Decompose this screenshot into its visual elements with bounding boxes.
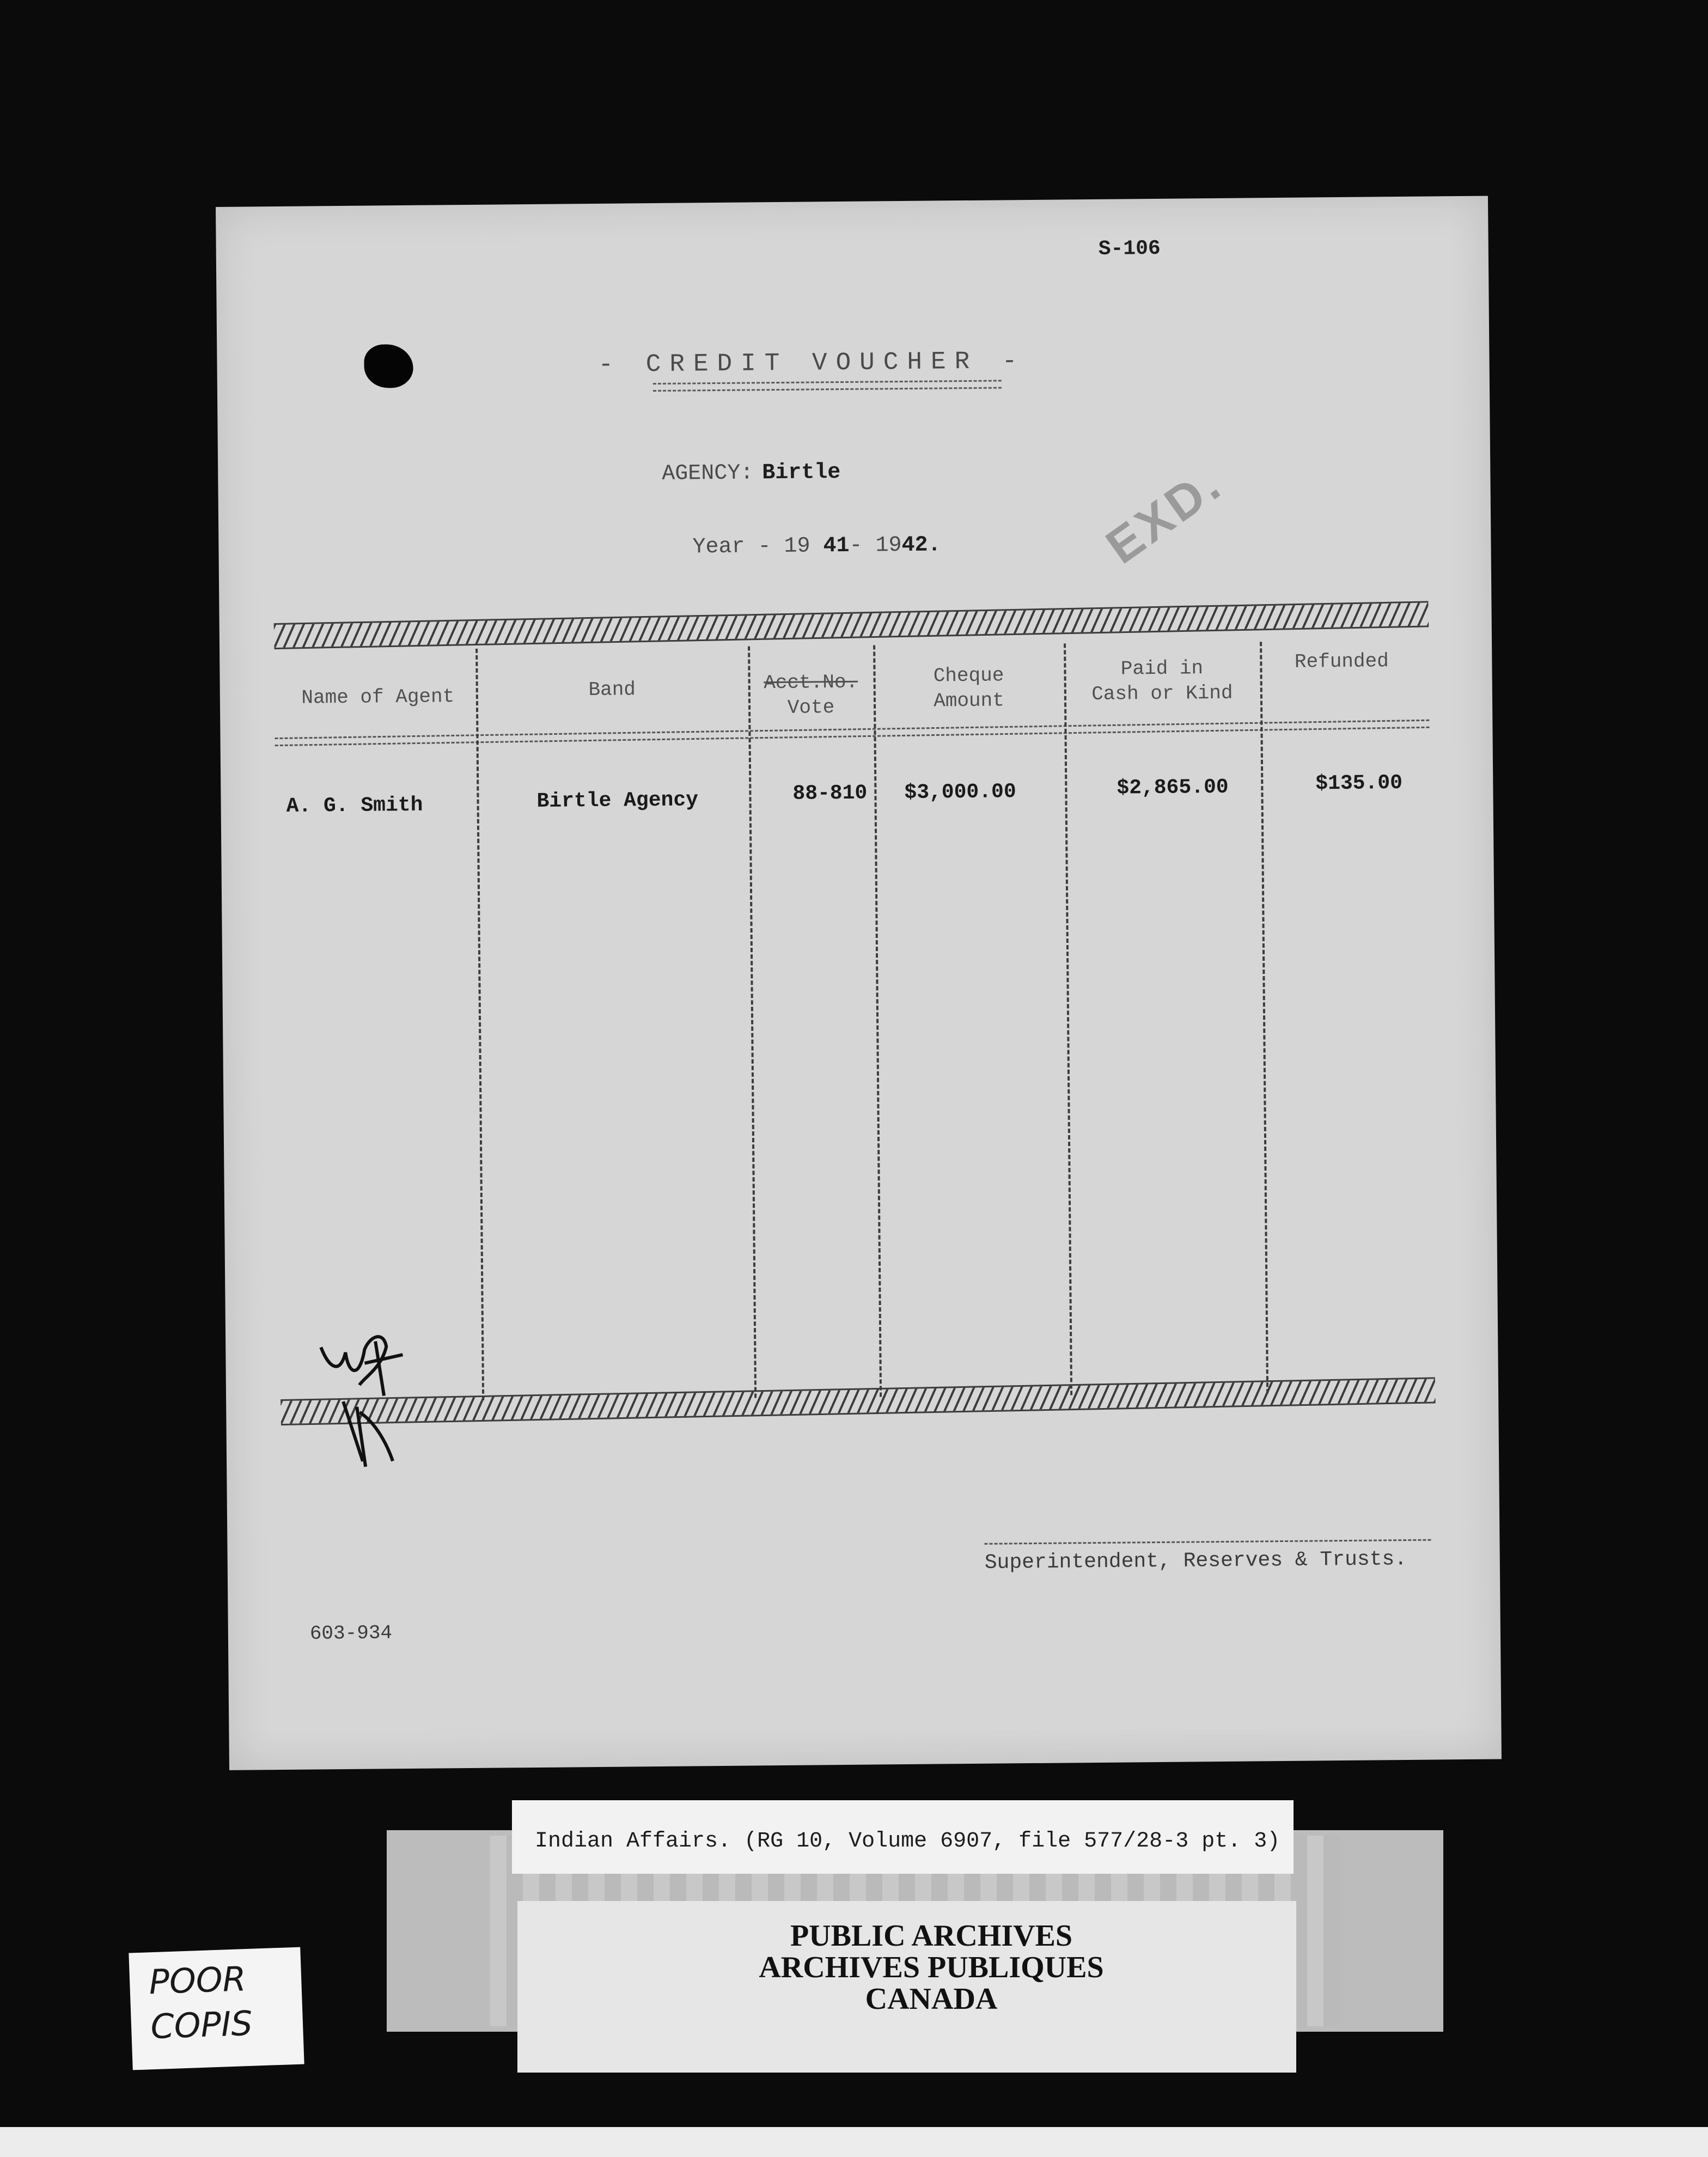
column-divider — [748, 646, 757, 1398]
header-paid-line2: Cash or Kind — [1091, 681, 1233, 705]
column-divider — [873, 645, 882, 1397]
cell-refunded: $135.00 — [1315, 771, 1403, 796]
note-line-1: POOR — [148, 1959, 247, 2002]
year-to: 42. — [901, 533, 941, 558]
year-line — [692, 533, 941, 559]
signature-title: Superintendent, Reserves & Trusts. — [984, 1547, 1407, 1575]
title-underline — [653, 380, 1002, 392]
table-top-border — [274, 601, 1429, 649]
exd-stamp: EXD. — [1096, 456, 1233, 575]
header-vote-label: Vote — [787, 696, 835, 719]
header-cheque-line2: Amount — [933, 689, 1004, 712]
column-divider — [475, 649, 484, 1400]
column-divider — [1064, 643, 1072, 1395]
agency-line — [662, 460, 840, 486]
header-cheque — [873, 662, 1064, 714]
cell-agent: A. G. Smith — [286, 793, 423, 818]
header-vote-struck: Acct.No. — [764, 671, 858, 694]
note-line-2: COPIS — [150, 2003, 253, 2047]
year-to-prefix: - 19 — [849, 533, 902, 558]
seal-line-2: ARCHIVES PUBLIQUES — [759, 1951, 1104, 1984]
archives-seal — [741, 1920, 1122, 2015]
ink-blot — [364, 344, 413, 388]
year-from: 41 — [823, 533, 850, 559]
cell-cheque: $3,000.00 — [904, 780, 1016, 805]
signature-line — [984, 1539, 1431, 1545]
cell-vote: 88-810 — [792, 781, 868, 806]
header-vote — [748, 669, 874, 721]
header-paid-line1: Paid in — [1120, 657, 1204, 680]
cell-paid: $2,865.00 — [1117, 775, 1229, 800]
table-bottom-border — [280, 1377, 1436, 1425]
handwritten-initials — [310, 1324, 453, 1478]
agency-label: AGENCY: — [662, 461, 754, 486]
poor-copy-note-text — [148, 1957, 253, 2049]
archive-reference: Indian Affairs. (RG 10, Volume 6907, file 577/28-3 pt. 3) — [535, 1829, 1280, 1854]
header-refunded: Refunded — [1294, 650, 1389, 673]
column-divider — [1260, 642, 1268, 1393]
film-bottom-strip — [0, 2127, 1708, 2157]
header-paid — [1064, 655, 1260, 707]
cell-band: Birtle Agency — [536, 788, 699, 813]
header-band: Band — [588, 678, 636, 702]
file-reference: 603-934 — [309, 1622, 393, 1645]
form-number: S-106 — [1098, 236, 1161, 261]
year-label: Year - 19 — [692, 534, 810, 560]
header-agent: Name of Agent — [301, 685, 455, 709]
agency-value: Birtle — [762, 460, 841, 486]
header-cheque-line1: Cheque — [933, 664, 1004, 687]
seal-line-3: CANADA — [865, 1982, 998, 2016]
credit-voucher-sheet — [216, 196, 1502, 1770]
header-rule — [275, 720, 1430, 746]
seal-line-1: PUBLIC ARCHIVES — [790, 1919, 1073, 1953]
voucher-title: - CREDIT VOUCHER - — [598, 347, 1026, 379]
